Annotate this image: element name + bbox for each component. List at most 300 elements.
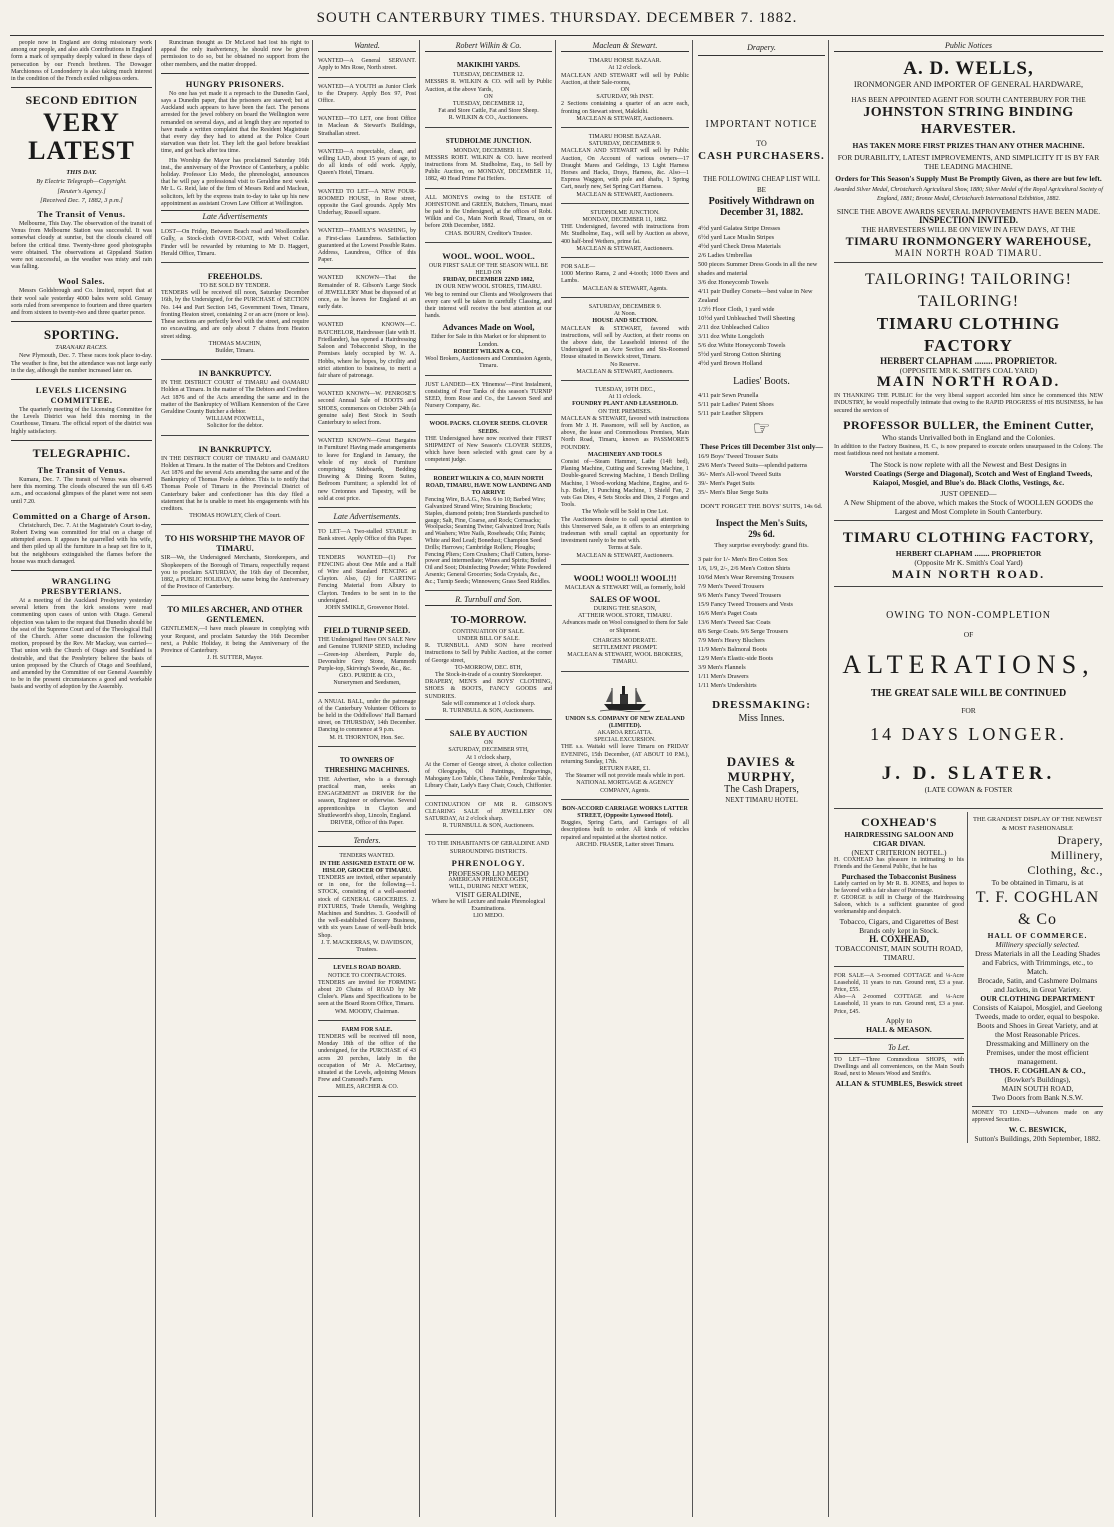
bottom-ads-row — [834, 812, 1103, 1142]
wanted-heading: Wanted. — [318, 40, 416, 52]
main-north-road-2: MAIN NORTH ROAD. — [891, 567, 1046, 582]
bazaar-title: TIMARU HORSE BAZAAR. — [588, 58, 662, 65]
millinery-note: Millinery specially selected. — [995, 940, 1080, 950]
stock-label: The Stock-in-trade of a country Storekeeper. — [435, 671, 542, 678]
harvesters-text: THE HARVESTERS WILL BE ON VIEW IN A FEW DAYS, AT THE — [861, 225, 1076, 235]
reserve-label: No Reserve. — [610, 361, 640, 368]
wool-text: MACLEAN & STEWART Will, as formerly, hold — [564, 584, 686, 591]
union-title: UNION S.S. COMPANY OF NEW ZEALAND (LIMITED). — [565, 715, 685, 729]
clapham2-name: HERBERT CLAPHAM ........ PROPRIETOR — [895, 549, 1042, 559]
thornton-name: M. H. THORNTON, Hon. Sec. — [329, 734, 405, 741]
to-let-heading: To Let. — [834, 1042, 964, 1054]
advances-text: Either for Sale in this Market or for shipment to London. — [431, 334, 546, 348]
time-label: At 11 o'clock. — [608, 394, 642, 401]
where-label: Where he will Lecture and make Phrenological Examinations. — [431, 898, 546, 912]
price-list-item: 1/11 Men's Undershirts — [698, 682, 757, 689]
wool-sales-heading: Wool Sales. — [57, 276, 106, 287]
price-list — [698, 555, 825, 690]
boots-text: Boots and Shoes in Great Variety, and at the Most Reasonable Prices. — [976, 1021, 1099, 1040]
bankruptcy2-ad — [161, 439, 309, 526]
doors-label: Two Doors from Bank N.S.W. — [991, 1093, 1084, 1103]
turnip-text: THE Undersigned Have ON SALE New and Genuine TURNIP SEED, including—Green-top Aberdeen, Purple do, Devonshire Grey Stone, Mammoth Purple-top, Skirving's Swede, &c., &c. — [318, 637, 416, 672]
important-notice: IMPORTANT NOTICE — [705, 119, 818, 130]
clothing-factory-ad — [834, 266, 1103, 521]
store-label: AT THEIR WOOL STORE, TIMARU. — [578, 613, 672, 620]
sporting-text: New Plymouth, Dec. 7. These races took place to-day. The weather is fine, but the attendance was not large early in the day, although the number increased later on. — [11, 353, 152, 374]
makikihi-ad — [425, 55, 552, 127]
price-list-item: 5/6 doz White Honeycomb Towels — [698, 342, 786, 349]
money-text: MONEY TO LEND—Advances made on any approved Securities. — [972, 1110, 1103, 1124]
nma-name: NATIONAL MORTGAGE & AGENCY COMPANY, Agents. — [576, 780, 674, 794]
wells-ad — [834, 55, 1103, 263]
freeholds-title: FREEHOLDS. — [207, 271, 263, 282]
price-list-item: 16/9 Boys' Tweed Trouser Suits — [698, 453, 778, 460]
days-longer-title: 14 DAYS LONGER. — [870, 724, 1067, 745]
column-drapery — [695, 40, 828, 1519]
tenders-heading: Tenders. — [318, 835, 416, 847]
second-edition-heading: SECOND EDITION — [25, 93, 138, 108]
turnbull-heading: R. Turnbull and Son. — [425, 594, 552, 606]
gibson-auctioneers: R. TURNBULL & SON, Auctioneers. — [442, 823, 535, 830]
turnbull-text: R. TURNBULL AND SON have received instructions to Sell by Public Auction, at the corner of George street, — [425, 643, 552, 664]
column-wilkin — [422, 40, 555, 1519]
hislop-ad — [318, 850, 416, 959]
divider — [11, 570, 152, 571]
moneys-ad — [425, 192, 552, 243]
hall-commerce-label: HALL OF COMMERCE. — [987, 931, 1088, 941]
price-list-item: 9/6 Men's Fancy Tweed Trousers — [698, 592, 782, 599]
to-let-text: TO LET—Three Commodious SHOPS, with Dwellings and all conveniences, on the Main South Road, next to Messrs Wood and Smith's. — [834, 1057, 964, 1078]
transit2-heading: The Transit of Venus. — [37, 464, 126, 475]
bazaar2-text: MACLEAN AND STEWART will sell by Public Auction, On Account of various owners—17 Draught Mares and Geldings, 13 Light Harness Horses and Hacks, Drays, Harness, &c. Also—1 Express Waggon, with pole and shafts, 1 Spring Cart, nearly new, Set Spring Cart Harness. — [561, 148, 689, 191]
freeholds-ad — [161, 266, 309, 360]
price-list-item: 11/9 Men's Balmoral Boots — [698, 646, 767, 653]
mon-date: MONDAY, DECEMBER 11, 1882. — [582, 217, 668, 224]
column-rule — [312, 40, 313, 1517]
house-title: HOUSE AND SECTION. — [592, 318, 658, 325]
mainroad-label: MAIN NORTH ROAD TIMARU. — [894, 248, 1043, 259]
price-list-item: 15/9 Fancy Tweed Trousers and Vests — [698, 601, 794, 608]
wanted-ad: WANTED—A respectable, clean, and willing LAD, about 15 years of age, to do all kinds of odd work. Apply, Queen's Hotel, Timaru. — [318, 146, 416, 183]
price-list-item: 5/11 pair Ladies' Patent Shoes — [698, 401, 774, 408]
dressmaking-text: Dressmaking and Millinery on the Premises, under the most efficient management. — [986, 1039, 1089, 1067]
column-news-2 — [158, 40, 312, 1519]
bazaar2-title: TIMARU HORSE BAZAAR. — [588, 134, 662, 141]
msr-label: MAIN SOUTH ROAD, — [1001, 1084, 1074, 1094]
durability-text: FOR DURABILITY, LATEST IMPROVEMENTS, AND SIMPLICITY IT IS BY FAR THE LEADING MACHINE. — [837, 153, 1100, 172]
appointed-text: HAS BEEN APPOINTED AGENT FOR SOUTH CANTERBURY FOR THE — [851, 95, 1086, 105]
withdrawn-date: December 31, 1882. — [719, 207, 804, 218]
sat3-date: SATURDAY, DECEMBER 9. — [588, 303, 662, 310]
wanted-ad: WANTED KNOWN—W. PENROSE'S second Annual Sale of BOOTS and SHOES, commences on October 24th (a genuine sale) Best Stock in South Canterbury to select from. — [318, 388, 416, 432]
stock-text: The Stock is now replete with all the Newest and Best Designs in — [870, 460, 1067, 470]
surprise-note: They surprise everybody: grand fits. — [714, 542, 809, 549]
column-maclean — [558, 40, 692, 1519]
coxhead-ad — [834, 812, 964, 966]
date-label: MONDAY, DECEMBER 11. — [453, 147, 524, 154]
threshing-text: THE Advertiser, who is a thorough practical man, seeks an ENGAGEMENT as DRIVER for the season, Engineer or otherwise. Several apprenticeships in Clayton and Shuttleworth's shop, Lincoln, England. — [318, 776, 416, 819]
turnip-ad — [318, 620, 416, 692]
wrangling-heading: WRANGLING PRESBYTERIANS. — [41, 575, 122, 596]
slater-name: J. D. SLATER. — [881, 763, 1056, 785]
price-list-item: 7/9 Men's Tweed Trousers — [698, 583, 765, 590]
hungry-text: No one has yet made it a reproach to the Dunedin Gaol, says a Dunedin paper, that the prisoners are starved; but at Auckland such appears to have been the fact. The persons arrested for the jewel robbery on board the Wellington were remanded on several days, and at length they are reported to have made a written complaint that the Resident Magistrate that every day they had to attend at the Police Court starvation was their lot. They left the gaol before breakfast time, and got back after tea time. — [161, 90, 309, 155]
machinery-title: MACHINERY AND TOOLS — [587, 451, 663, 458]
spacer — [834, 794, 1103, 804]
transit2-text: Kumara, Dec. 7. The transit of Venus was observed here this morning. The clouds obscured the sun till 6.45 a.m., and occasional glimpses of the planet were not seen until 7.20. — [11, 476, 152, 505]
awarded-text: Awarded Silver Medal, Christchurch Agricultural Show, 1880; Silver Medal of the Royal Agricultural Society of England, 1881; Bronze Medal, Christchurch International Exhibition, 1882. — [834, 187, 1103, 203]
opposite-label: (OPPOSITE MR K. SMITH'S COAL YARD) — [899, 366, 1038, 376]
drapery-heading: Drapery. — [698, 40, 825, 56]
noon-label: At Noon. — [613, 311, 637, 318]
bowker-label: (Bowker's Buildings), — [1004, 1075, 1071, 1085]
sale-auction-ad — [425, 723, 552, 795]
first-sale-label: OUR FIRST SALE OF THE SEASON WILL BE HELD ON — [428, 262, 549, 277]
withdrawn-text: Positively Withdrawn on — [708, 196, 815, 207]
price-list-item: 6½d yard Lace Muslin Stripes — [698, 234, 775, 241]
price-list-item: 2/11 doz Unbleached Calico — [698, 324, 770, 331]
sporting-heading: SPORTING. — [43, 327, 120, 343]
house-ad — [561, 301, 689, 381]
warehouse-name: TIMARU IRONMONGERY WAREHOUSE, — [845, 234, 1092, 249]
price-list-item: 4½d yard Brown Holland — [698, 360, 763, 367]
next-hotel-label: NEXT TIMARU HOTEL — [725, 796, 798, 804]
wanted-ad: WANTED KNOWN—That the Remainder of R. Gibson's Large Stock of JEWELLERY Must be disposed of at once, as he leaves for England at an early date. — [318, 272, 416, 316]
wanted-ad: WANTED—A YOUTH as Junior Clerk to the Drapery. Apply Box 97, Post Office. — [318, 81, 416, 111]
hc-name: H. COXHEAD, — [869, 933, 929, 944]
sutton-label: Sutton's Buildings, 20th September, 1882. — [974, 1133, 1101, 1143]
just-opened-label: JUST OPENED— — [940, 489, 997, 499]
bankruptcy2-title: IN BANKRUPTCY. — [198, 443, 272, 454]
transit-text: Melbourne, This Day. The observation of the transit of Venus from Melbourne Station was successful. It was somewhat cloudy at sunrise, but the clouds cleared off before the critical time. Twenty-three good photographs were obtained. The observations at Gippsland Station were not successful, as the weather was misty and rain was falling. — [11, 221, 152, 271]
coxhead-column — [834, 812, 968, 1142]
mayor-ad — [161, 528, 309, 596]
prices-note: These Prices till December 31st only— — [700, 442, 823, 451]
for-label: FOR — [961, 706, 976, 716]
steamer-note: The Steamer will not provide meals while in port. — [565, 773, 685, 780]
cottage-ad — [834, 970, 964, 1039]
late-ads-heading: Late Advertisements. — [318, 511, 416, 523]
millinery-label: Millinery, — [1050, 848, 1103, 863]
mayor-title: TO HIS WORSHIP THE MAYOR OF TIMARU. — [165, 533, 305, 554]
boys-suits-note: DON'T FORGET THE BOYS' SUITS, 14s 6d. — [700, 503, 823, 510]
wrangling-text: At a meeting of the Auckland Presbytery yesterday several letters from the kirk sessions were read commenting upon cases of union with Otago. General objection was taken to the request that Dunedin should be the seat of the Supreme Court and of the Theological Hall of the Church. After some discussion the following motion, proposed by the Rev. Mr Mackay, was carried—That union with the Church of Otago and Southland is desirable, and that the Presbytery believe the basis of union proposed by the Church of Otago and Southland, and amended by the Committee of our General Assembly to be in the present circumstances a good and workable basis and worthy of adoption by the Assembly. — [11, 597, 152, 691]
bourn-name: CHAS. BOURN, Creditor's Trustee. — [444, 230, 533, 237]
maclean-name: MACLEAN & STEWART, Auctioneers. — [576, 245, 674, 252]
slater-ad — [834, 590, 1103, 809]
price-list-item: 5½d yard Strong Cotton Shirting — [698, 351, 781, 358]
charges-label: CHARGES MODERATE. — [593, 637, 657, 644]
sections-text: 2 Sections containing a quarter of an acre each, fronting on Stewart street, Makikihi. — [561, 101, 689, 115]
maclean-name: MACLEAN & STEWART, Auctioneers. — [576, 368, 674, 375]
great-sale-text: THE GREAT SALE WILL BE CONTINUED — [870, 688, 1067, 700]
maclean-name: MACLEAN & STEWART, Auctioneers. — [576, 552, 674, 559]
coghlan-column — [972, 812, 1103, 1142]
trustees-name: J. T. MACKERRAS, W. DAVIDSON, Trustees. — [321, 939, 413, 954]
to-let-ad: TO LET—A Two-stalled STABLE in Bank street. Apply Office of this Paper. — [318, 526, 416, 548]
grandest-text: THE GRANDEST DISPLAY OF THE NEWEST & MOST FASHIONABLE — [972, 816, 1103, 833]
will-label: WILL, DURING NEXT WEEK, — [449, 884, 528, 891]
consists-text: Consists of Kaiapoi, Mosgiel, and Geelong Tweeds, made to order, equal to bespoke. — [972, 1003, 1103, 1022]
bazaar-ad — [561, 55, 689, 128]
wanted-ad: WANTED KNOWN—C. BATCHELOR, Hairdresser (late with H. Friedlander), has opened a Hairdressing Saloon and Tobacconist Shop, in the Premises lately occupied by W. A. Hobbs, where he hopes, by civility and strict attention to business, to merit a fair share of patronage. — [318, 319, 416, 385]
price-list-item: 1/6, 1/9, 2/-, 2/6 Men's Cotton Shirts — [698, 565, 791, 572]
inspect-price: 29s 6d. — [748, 529, 775, 539]
tenders-ad — [318, 552, 416, 618]
archer-title: TO MILES ARCHER, AND OTHER GENTLEMEN. — [167, 604, 303, 625]
hislop-text: TENDERS are invited, either separately or in one, for the following—1. STOCK, consisting of a well-assorted stock of GENERAL GROCERIES. 2. FIXTURES, Trade Utensils, Weighing Machines and Sundries. 3. Goodwill of the well-established Grocery Business, with six years Lease of well-built brick Shop. — [318, 875, 416, 939]
arson-heading: Committed on a Charge of Arson. — [12, 510, 151, 521]
studholme-title: STUDHOLME JUNCTION. — [445, 136, 532, 145]
sale-date: SATURDAY, DECEMBER 9TH, — [448, 747, 529, 754]
clerk-label: THOMAS HOWLEY, Clerk of Court. — [189, 513, 281, 520]
price-list-item: 3/6 doz Honeycomb Towels — [698, 279, 769, 286]
sale-time: At 1 o'clock sharp, — [465, 754, 512, 761]
foundry-text: MACLEAN & STEWART, favored with instructions from Mr J. H. Passmore, will sell by Auction, as above, the lease and Commodious Premises, Main North Road, Timaru, known as PASSMORE'S FOUNDRY. — [561, 415, 689, 451]
advances-text: Advances made on Wool consigned to them for Sale or Shipment. — [562, 620, 688, 634]
moody-name: WM. MOODY, Chairman. — [334, 1008, 400, 1015]
wells-name: A. D. WELLS, — [903, 58, 1034, 80]
wool-title: WOOL. WOOL. WOOL. — [442, 250, 535, 261]
tenders-text: TENDERS WANTED—(1) For FENCING about One Mile and a Half of Wire and Standard FENCING at Clayton. Also, (2) for CARTING Fencing Material from Albury to Clayton. Tenders to be sent in to the undersigned. — [318, 554, 416, 604]
tomorrow-ad — [425, 609, 552, 720]
rw-title: ROBERT WILKIN & CO, MAIN NORTH ROAD, TIMARU, HAVE NOW LANDING AND TO ARRIVE — [425, 475, 552, 496]
levels-ad — [318, 962, 416, 1020]
transit-heading: The Transit of Venus. — [37, 209, 126, 220]
stores-label: IN OUR NEW WOOL STORES, TIMARU. — [435, 284, 542, 291]
commence-label: Sale will commence at 1 o'clock sharp. — [441, 700, 536, 707]
wilkin-heading: Robert Wilkin & Co. — [425, 40, 552, 52]
divider — [161, 73, 309, 74]
tomorrow-title: TO-MORROW. — [450, 613, 527, 626]
tender-sale-label: TO BE SOLD BY TENDER. — [199, 283, 271, 290]
price-list — [698, 224, 825, 368]
carriage-text: Buggies, Spring Carts, and Carriages of all descriptions built to order. All kinds of vehicles repaired and repainted at the shortest notice. — [561, 820, 689, 841]
solicitor-label: Solicitor for the debtor. — [207, 423, 263, 430]
johnston-title: JOHNSTON STRING BINDING HARVESTER. — [863, 105, 1074, 138]
phrenology-title: PHRENOLOGY. — [451, 857, 526, 868]
price-list-item: 3 pair for 1/- Men's Bro Cotton Sox — [698, 556, 788, 563]
visit-label: VISIT GERALDINE, — [455, 890, 522, 900]
saloon-label: HAIRDRESSING SALOON AND CIGAR DIVAN. — [844, 830, 954, 849]
bankruptcy-title: IN BANKRUPTCY. — [198, 368, 272, 379]
purchased-text: Purchased the Tobacconist Business — [841, 871, 957, 881]
telegraph-label: By Electric Telegraph—Copyright. — [36, 178, 127, 186]
wool-title: WOOL! WOOL!! WOOL!!! — [573, 572, 677, 583]
machinery-text: Consist of—Steam Hammer, Lathe (14ft bed), Planing Machine, Cutting and Screwing Machine, 1 Double-geared Screwing Machine, 1 Bench Drilling Machine, 1 Wood-working Machine, Engine, and 6-h.p. Boiler, 1 Punching Machine, 1 Shield Fan, 2 vats Gas Dies, 4 Sets Stocks and Dies, 2 Forges and Tools. — [561, 458, 689, 509]
divider — [11, 440, 152, 441]
factory-name: TIMARU CLOTHING FACTORY — [876, 314, 1061, 356]
cash-purchasers: CASH PURCHASERS. — [698, 150, 825, 162]
advances-label: Advances Made on Wool, — [442, 322, 535, 333]
hislop-title: IN THE ASSIGNED ESTATE OF W. HISLOP, GROCER OF TIMARU. — [319, 860, 415, 874]
american-label: AMERICAN PHRENOLOGIST, — [448, 876, 529, 883]
wool-sales-ad — [561, 568, 689, 672]
clothing-factory-ad-2 — [834, 524, 1103, 587]
brocade-text: Brocade, Satin, and Cashmere Dolmans and Jackets, in Great Variety. — [977, 976, 1098, 995]
lio-medo-name: LIO MEDO. — [473, 913, 504, 919]
studholme-text: MESSRS ROBT. WILKIN & CO. have received instructions from M. Studholme, Esq., to Sell by Public Auction, on MONDAY, DECEMBER 11, 1882, 40 Head Prime Fat Heifers. — [425, 154, 552, 183]
of-label: OF — [963, 630, 974, 640]
price-list-item: 4½d yard Check Dress Materials — [698, 243, 781, 250]
beswick-name: W. C. BESWICK, — [1008, 1124, 1067, 1134]
to-label: TO — [756, 139, 767, 148]
wanted-ad: WANTED—FAMILY'S WASHING, by a First-class Laundress. Satisfaction guaranteed at the Lowest Possible Rates. Address, Laundress, Office of this Paper. — [318, 225, 416, 269]
intro-paragraph: people now in England are doing missionary work among our people, and also aids Contributions in England form a mark of sympathy deeply valued in these days of persecution by our French brethren. The Dowager Marchioness of Londonderry is also taking much interest in the condition of the French exiled religious orders. — [11, 40, 152, 83]
forsale-label: FOR SALE— — [561, 264, 596, 271]
shipment-text: A New Shipment of the above, which makes the Stock of WOOLLEN GOODS the Largest and Most Complete in South Canterbury. — [843, 498, 1094, 517]
foundry-title: FOUNDRY PLANT AND LEASEHOLD. — [572, 401, 678, 408]
mayor-text: SIR—We, the Undersigned Merchants, Storekeepers, and Shopkeepers of the Borough of Timaru, respectfully request you to proclaim SATURDAY, the 16th day of December, 1882, a PUBLIC HOLIDAY, the same being the Anniversary of the Province of Canterbury. — [161, 555, 309, 591]
price-list-item: 2/6 Ladies Umbrellas — [698, 252, 753, 259]
levels-text: TENDERS are invited for FORMING about 20 Chains of ROAD by Mr Clulee's. Plans and Specifications to be seen at the Board Room Office, Timaru. — [318, 979, 416, 1008]
cattle-label: Fat and Store Cattle, Fat and Store Sheep. — [438, 108, 539, 115]
bankruptcy-ad — [161, 363, 309, 435]
telegraphic-heading: TELEGRAPHIC. — [32, 445, 131, 460]
divider — [11, 321, 152, 322]
column-rule — [155, 40, 156, 1517]
price-list-item: 35/- Men's Blue Serge Suits — [698, 489, 769, 496]
davies-murphy-name: DAVIES & MURPHY, — [726, 754, 797, 784]
price-list-item: 4/11 pair Sewn Prunella — [698, 392, 759, 399]
time-label: At 12 o'clock. — [608, 65, 642, 72]
price-list-item: 10½d yard Unbleached Twill Sheeting — [698, 315, 795, 322]
column-rule — [692, 40, 693, 1517]
wanted-ad: WANTED—TO LET, one front Office in Maclean & Stewart's Buildings, Strathallan street. — [318, 113, 416, 143]
innes-name: Miss Innes. — [738, 713, 785, 724]
owing-text: OWING TO NON-COMPLETION — [886, 610, 1051, 622]
unrivalled-text: Who stands Unrivalled both in England and the Colonies. — [881, 432, 1056, 442]
on-label: ON — [484, 93, 493, 100]
price-list-item: 4½d yard Galatea Stripe Dresses — [698, 225, 781, 232]
tailoring-title: TAILORING! TAILORING! TAILORING! — [865, 271, 1072, 311]
drapery-label: Drapery, — [1057, 833, 1103, 848]
cottage-text: FOR SALE—A 3-roomed COTTAGE and ¼-Acre Leasehold, 11 years to run. Ground rent, £3 a year. Price, £55. — [834, 972, 964, 994]
turnbull-name: R. TURNBULL & SON, Auctioneers. — [442, 707, 535, 714]
bazaar-text: MACLEAN AND STEWART will sell by Public Auction, at their Sale-rooms, — [561, 72, 689, 86]
wilkin-name: R. WILKIN & CO., Auctioneers. — [448, 115, 529, 122]
studholme2-text: THE Undersigned, favored with instructions from Mr. Studholme, Esq., will sell by Auction as above, 400 half-bred Wethers, prime fat. — [561, 224, 689, 245]
clothing-label: Clothing, &c., — [1027, 863, 1103, 878]
price-list-item: 4/11 pair Dudley Corsets—best value in New Zealand — [698, 288, 813, 304]
price-list-item: 29/6 Men's Tweed Suits—splendid patterns — [698, 462, 808, 469]
friday-date: FRIDAY, DECEMBER 22ND 1882, — [442, 277, 535, 284]
threshing-ad — [318, 750, 416, 832]
orders-text: Orders for This Season's Supply Must Be Promptly Given, as there are but few left. — [835, 174, 1102, 184]
arson-text: Christchurch, Dec. 7. At the Magistrate's Court to-day, Robert Ewing was committed for trial on a charge of attempted arson. It appears he quarrelled with his wife, and then piled up all the furniture in a heap set fire to it, but the neighbours extinguished the flames before the house was much damaged. — [11, 522, 152, 565]
studholme2-ad — [561, 207, 689, 258]
coghlan-ad — [972, 812, 1103, 1107]
geraldine-label: TO THE INHABITANTS OF GERALDINE AND SURROUNDING DISTRICTS. — [427, 841, 550, 855]
ball-text: A NNUAL BALL, under the patronage of the Canterbury Volunteer Officers to be held in the Oddfellows' Hall Barnard street, on THURSDAY, 14th December. Dancing to commence at 9 p.m. — [318, 698, 416, 734]
coxhead-title: COXHEAD'S — [861, 815, 937, 830]
robert-wilkin-name: ROBERT WILKIN & CO., — [453, 348, 524, 355]
price-list-item: 1/11 Men's Drawers — [698, 673, 749, 680]
masthead: SOUTH CANTERBURY TIMES. THURSDAY. DECEMBER 7. 1882. — [10, 10, 1104, 36]
licensing-text: The quarterly meeting of the Licensing Committee for the Levels District was held this morning in the Courthouse, Timaru. The official report of the district was highly satisfactory. — [11, 407, 152, 435]
builder-label: Builder, Timaru. — [215, 347, 255, 354]
maclean-name: MACLEAN & STEWART, Agents. — [582, 285, 668, 292]
column-news-1 — [8, 40, 155, 1519]
opposite2-label: (Opposite Mr K. Smith's Coal Yard) — [914, 558, 1023, 568]
settlement-label: SETTLEMENT PROMPT. — [592, 645, 658, 652]
tobacconist-label: TOBACCONIST, MAIN SOUTH ROAD, TIMARU. — [835, 943, 963, 962]
prizes-text: HAS TAKEN MORE FIRST PRIZES THAN ANY OTHER MACHINE. — [852, 141, 1085, 151]
freeholds-text: TENDERS will be received till noon, Saturday December 16th, by the Undersigned, for the PURCHASE of SECTION No. 144 and Part Section 145, Government Town, Timaru, fronting Heaton street, containing 2 or an acre (more or less). These sections are perfectly level with the street, and require no excavating, and are only about 7 chains from Heaton street siding. — [161, 290, 309, 340]
very-latest-heading: VERY LATEST — [28, 108, 135, 166]
bazaar2-ad — [561, 131, 689, 204]
inspection-text: INSPECTION INVITED. — [918, 215, 1019, 226]
spacer — [698, 724, 825, 754]
price-list — [698, 391, 825, 418]
akaroa-label: AKAROA REGATTA. — [597, 730, 653, 737]
public-notices-heading: Public Notices — [834, 40, 1103, 52]
sales-label: SALES OF WOOL — [590, 594, 660, 604]
archer-text: GENTLEMEN,—I have much pleasure in complying with your Request, and proclaim Saturday the 16th December next, a Public Holiday, it being the Anniversary of the Province of Canterbury. — [161, 626, 309, 654]
clapham-name: HERBERT CLAPHAM ........ PROPRIETOR. — [880, 356, 1057, 367]
special-label: SPECIAL EXCURSION. — [594, 737, 656, 744]
intro-paragraph: Runciman thought as Dr McLeod had lost his right to appeal the only inadvertency, he should now be given permission to do so, but he obtained no support from the other members, and the matter dropped. — [161, 40, 309, 68]
date-label: TUESDAY, DECEMBER 12, — [452, 101, 525, 108]
archer-ad — [161, 599, 309, 667]
price-list-item: 5/11 pair Leather Slippers — [698, 410, 764, 417]
spacer — [834, 593, 1103, 611]
following-text: THE FOLLOWING CHEAP LIST WILL BE — [703, 175, 820, 194]
received-label: [Received Dec. 7, 1882, 3 p.m.] — [40, 196, 123, 204]
wanted-ad: WANTED—A General SERVANT. Apply to Mrs Rose, North street. — [318, 55, 416, 77]
ladies-boots-heading: Ladies' Boots. — [733, 376, 790, 387]
main-north-road: MAIN NORTH ROAD. — [876, 374, 1061, 391]
carriage-ad — [561, 803, 689, 853]
coghlan-name: T. F. COGHLAN & Co — [975, 889, 1100, 929]
price-list-item: 7/9 Men's Heavy Bluchers — [698, 637, 765, 644]
worship-text: His Worship the Mayor has proclaimed Saturday 16th inst., the anniversary of the Province of Canterbury, a public holiday. Professor Lio Medo, the phrenologist, announces that he will pay a professional visit to Geraldine next week. Mr L. G. Reid, late of the firm of Messrs Reid and Maclean, solicitors, left by the express train to-day to take up his new appointment as assistant Crown Law Officer at Wellington. — [161, 157, 309, 207]
auctioneer-note: The Auctioneers desire to call special attention to this Unreserved Sale, as it offers to an enterprising tradesman with small capital an opportunity for investment rarely to be met with. — [561, 516, 689, 545]
sale-text: At the Corner of George street, A choice collection of Oleographs, Oil Paintings, Engravings, Mahogany Loo Table, Chess Table, Pembroke Table, Library Chair, Lady's Easy Chair, Couch, Chiffonier. — [425, 761, 552, 790]
gibson-text: CONTINUATION OF MR R. GIBSON'S CLEARING SALE of JEWELLERY ON SATURDAY, At 2 o'clock sharp. — [425, 801, 552, 822]
allan-name: ALLAN & STUMBLES, Beswick street — [835, 1078, 963, 1088]
tobacco-text: Tobacco, Cigars, and Cigarettes of Best Brands only kept in Stock. — [839, 916, 959, 935]
bill-label: UNDER BILL OF SALE. — [457, 635, 520, 642]
purdie-name: GEO. PURDIE & CO., — [338, 673, 395, 680]
rw-ad — [425, 473, 552, 591]
foxwell-name: WILLIAM FOXWELL, — [205, 416, 265, 423]
tenders-wanted-label: TENDERS WANTED. — [339, 853, 395, 860]
price-list-item: 39/- Men's Paget Suits — [698, 480, 755, 487]
merino-text: 1000 Merino Rams, 2 and 4-tooth; 1000 Ewes and Lambs. — [561, 271, 689, 285]
professor-name: PROFESSOR LIO MEDO — [448, 868, 529, 878]
machin-name: THOMAS MACHIN, — [208, 340, 262, 347]
george-text: F. GEORGE is still in Charge of the Hairdressing Saloon, which is a sufficient guarantee of good workmanship and despatch. — [834, 895, 964, 916]
archer-co-name: MILES, ARCHER & CO. — [335, 1084, 399, 1091]
cowan-foster-label: (LATE COWAN & FOSTER — [924, 785, 1013, 795]
contractors-label: NOTICE TO CONTRACTORS. — [327, 972, 407, 979]
alterations-title: ALTERATIONS, — [842, 650, 1095, 680]
rw-items: Fencing Wire, B.A.G., Nos. 6 to 10; Barbed Wire; Galvanized Strand Wire; Straining Brackets; Staples, diamond points; Iron Standards punched to gauge; Salt, Fine, Coarse, and Rock; Cornsacks; Woolpacks; Seaming Twine; Galvanized Iron; Nails and Washers; Wire Nails, Roseheads; Oils; Paints; White and Red Lead; Bonedust; Champion Seed Drills; Harrows; Cambridge Rollers; Ploughs; Fencing Pliers; Corn Crushers; Chaff Cutters, horse-power and intermediate; Wines and Spirits; Boiled Oil and Soot; Disinfecting Powder; White Powdered Arsenic; General Groceries; Soda Crystals, &c., &c.; Turnip Seeds; Winnowers; Grass Seed Riddles. — [425, 497, 552, 585]
brokers-label: Wool Brokers, Auctioneers and Commission Agents, Timaru. — [425, 356, 552, 370]
turnip-title: FIELD TURNIP SEED. — [323, 625, 411, 636]
maclean-heading: Maclean & Stewart. — [561, 40, 689, 52]
fraser-name: ARCHD. FRASER, Latter street Timaru. — [575, 841, 675, 848]
apply-label: Apply to — [885, 1015, 913, 1025]
date-label: TUESDAY, DECEMBER 12. — [452, 72, 525, 79]
inspect-text: Inspect the Men's Suits, — [715, 518, 808, 528]
price-list-item: 1/3½ Floor Cloth, 1 yard wide — [698, 306, 775, 313]
carriage-title: BON-ACCORD CARRIAGE WORKS LATTER STREET, (Opposite Lynwood Hotel). — [562, 805, 688, 820]
foundry-ad — [561, 384, 689, 565]
lot-label: The Whole will be Sold in One Lot. — [581, 509, 669, 516]
remind-text: We beg to remind our Clients and Woolgrowers that every care will be taken in carefully Classing, and their interest will receive the best attention at our hands. — [425, 291, 552, 320]
